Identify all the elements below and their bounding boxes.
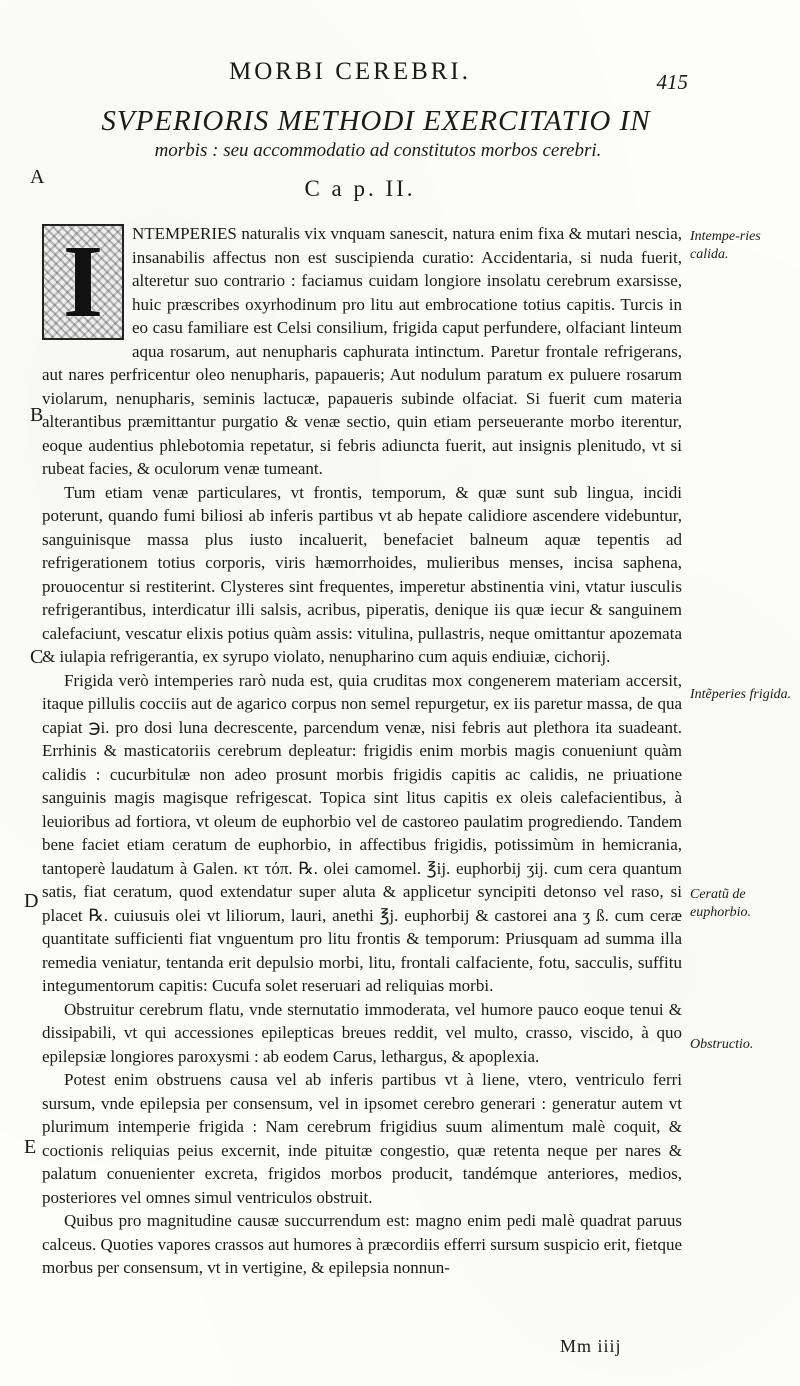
paragraph: Tum etiam venæ particulares, vt frontis, temporum, & quæ sunt sub lingua, incidi poterunt, quando fumi biliosi ab inferis partibus vt ab hepate calidiore ascendere videbuntur, sanguinisque massa plus iusto incaluerit, benefaciet balneum aquæ tepentis ad refrigerationem totius corporis, viris hæmorrhoides, mulieribus menses, incisa saphena, prouocentur si restiterint. Clysteres sint frequentes, imperetur abstinentia vini, vtatur iusculis refrigerantibus, interdicatur illi salsis, acribus, piperatis, denique iis quæ iecur & sanguinem calefaciunt, vescatur elixis potius quàm assis: vitulina, pullastris, neque omittantur apozemata & iulapia refrigerantia, ex syrupo violato, nenupharino cum aquis endiuiæ, cichorij. (42, 482, 682, 666)
signature-mark: Mm iiij (560, 1336, 622, 1356)
margin-note-ceratum: Ceratũ de euphorbio. (690, 887, 752, 920)
margin-letter-c: C (30, 646, 44, 668)
paragraph: Quibus pro magnitudine causæ succurrendum est: magno enim pedi malè quadrat paruus calceus. Quoties vapores crassos aut humores à præcordiis efferri sursum suspicio erit, fietque morbus per consensum, vt in vertigine, & epilepsia nonnun- (42, 1211, 682, 1277)
margin-note-intemperies-calida: Intempe-ries calida. (690, 229, 761, 262)
margin-letter-e: E (24, 1136, 37, 1158)
paragraph: Frigida verò intemperies rarò nuda est, quia cruditas mox congenerem materiam accersit, itaque pillulis cocciis aut de agarico corpus non semel repurgetur, ex iis paretur massa, de qua capiat ℈i. pro dosi luna decrescente, parcendum venæ, nisi febris aut plethora ita suadeant. Errhinis & masticatoriis cerebrum depleatur: frigidis enim morbis magis conueniunt quàm calidis : cucurbitulæ non adeo prosunt morbis frigidis capitis ac calidis, ne priuatione sanguinis magis magisque refrigescat. Topica sint litus capitis ex oleis calefacientibus, à leuioribus ad fortiora, vt oleum de euphorbio vel de castoreo paulatim progrediendo. Tandem bene faciet etiam ceratum de euphorbio, in affectibus frigidis, potissimùm in hemicrania, tantoperè laudatum à Galen. κτ τόπ. ℞. olei camomel. ℥ij. euphorbij ʒij. cum cera quantum satis, fiat ceratum, quod extendatur super aluta & applicetur syncipiti detonso vel raso, si placet ℞. cuiusuis olei vt liliorum, lauri, anethi ℥j. euphorbij & castorei ana ʒ ß. cum ceræ quantitate sufficienti fiat vnguentum pro litu frontis & temporum: Priusquam ad summa illa remedia veniatur, tentanda erit depulsio morbi, litu, frontali calfaciente, fotu, sacculis, suffitu integumentorum capitis: Cucufa solet reseruari ad reliquias morbi. (42, 670, 682, 995)
chapter-heading: C a p. II. (304, 176, 416, 201)
main-text (42, 222, 682, 1280)
margin-letter-a: A (30, 166, 45, 188)
margin-letter-d: D (24, 890, 39, 912)
margin-letter-b: B (30, 404, 44, 426)
paragraph: Potest enim obstruens causa vel ab inferis partibus vt à liene, vtero, ventriculo ferri sursum, vnde epilepsia per consensum, vel in ipsomet cerebro generari : generatur autem vt plurimum intemperie frigida : Nam cerebrum frigidius suum alimentum malè coquit, & coctionis reliquias peius excernit, inde pituitæ congestio, quæ retenta neque per nares & palatum conuenienter excreta, frigidos morbos producit, tandémque anteriores, medios, posteriores vel omnes simul ventriculos obstruit. (42, 1070, 682, 1207)
paragraph: Obstruitur cerebrum flatu, vnde sternutatio immoderata, vel humore pauco eoque tenui & dissipabili, vt qui accessiones epilepticas breues reddit, vel multo, crasso, viscido, à quo epilepsiæ longiores paroxysmi : ab eodem Carus, lethargus, & apoplexia. (42, 999, 682, 1066)
initial-letter: I (62, 224, 104, 339)
page-number: 415 (656, 70, 688, 94)
decorated-initial (42, 224, 124, 340)
running-head: MORBI CEREBRI. (228, 58, 472, 85)
section-subtitle: morbis : seu accommodatio ad constitutos morbos cerebri. (154, 140, 602, 161)
section-title: SVPERIORIS METHODI EXERCITATIO IN (101, 105, 651, 137)
margin-note-obstructio: Obstructio. (690, 1037, 754, 1052)
margin-note-intemperies-frigida: Intẽperies frigida. (690, 687, 792, 702)
paragraph: NTEMPERIES naturalis vix vnquam sanescit, natura enim fixa & mutari nescia, insanabilis affectus non est suscipienda curatio: Accidentaria, si nuda fuerit, alteretur suo contrario : faciamus cuidam longiore insolatu cerebrum exarsisse, huic præscribes oxyrhodinum pro litu aut embrocatione totius capitis. Turcis in eo casu familiare est Celsi consilium, frigida caput perfundere, olfaciant linteum aqua rosarum, aut nenupharis caphurata intinctum. Paretur frontale refrigerans, aut nares perfricentur oleo nenupharis, papaueris; Aut nodulum paratum ex puluere rosarum violarum, nenupharis, seminis lactucæ, papaueris subinde olfaciat. Si fuerit cum materia alterantibus præmittantur purgatio & venæ sectio, quin etiam perseuerante morbo iterentur, eoque audentius phlebotomia repetatur, si febris adiuncta fuerit, aut insignis plenitudo, vt si rubeat facies, & oculorum venæ tumeant. (42, 224, 682, 478)
